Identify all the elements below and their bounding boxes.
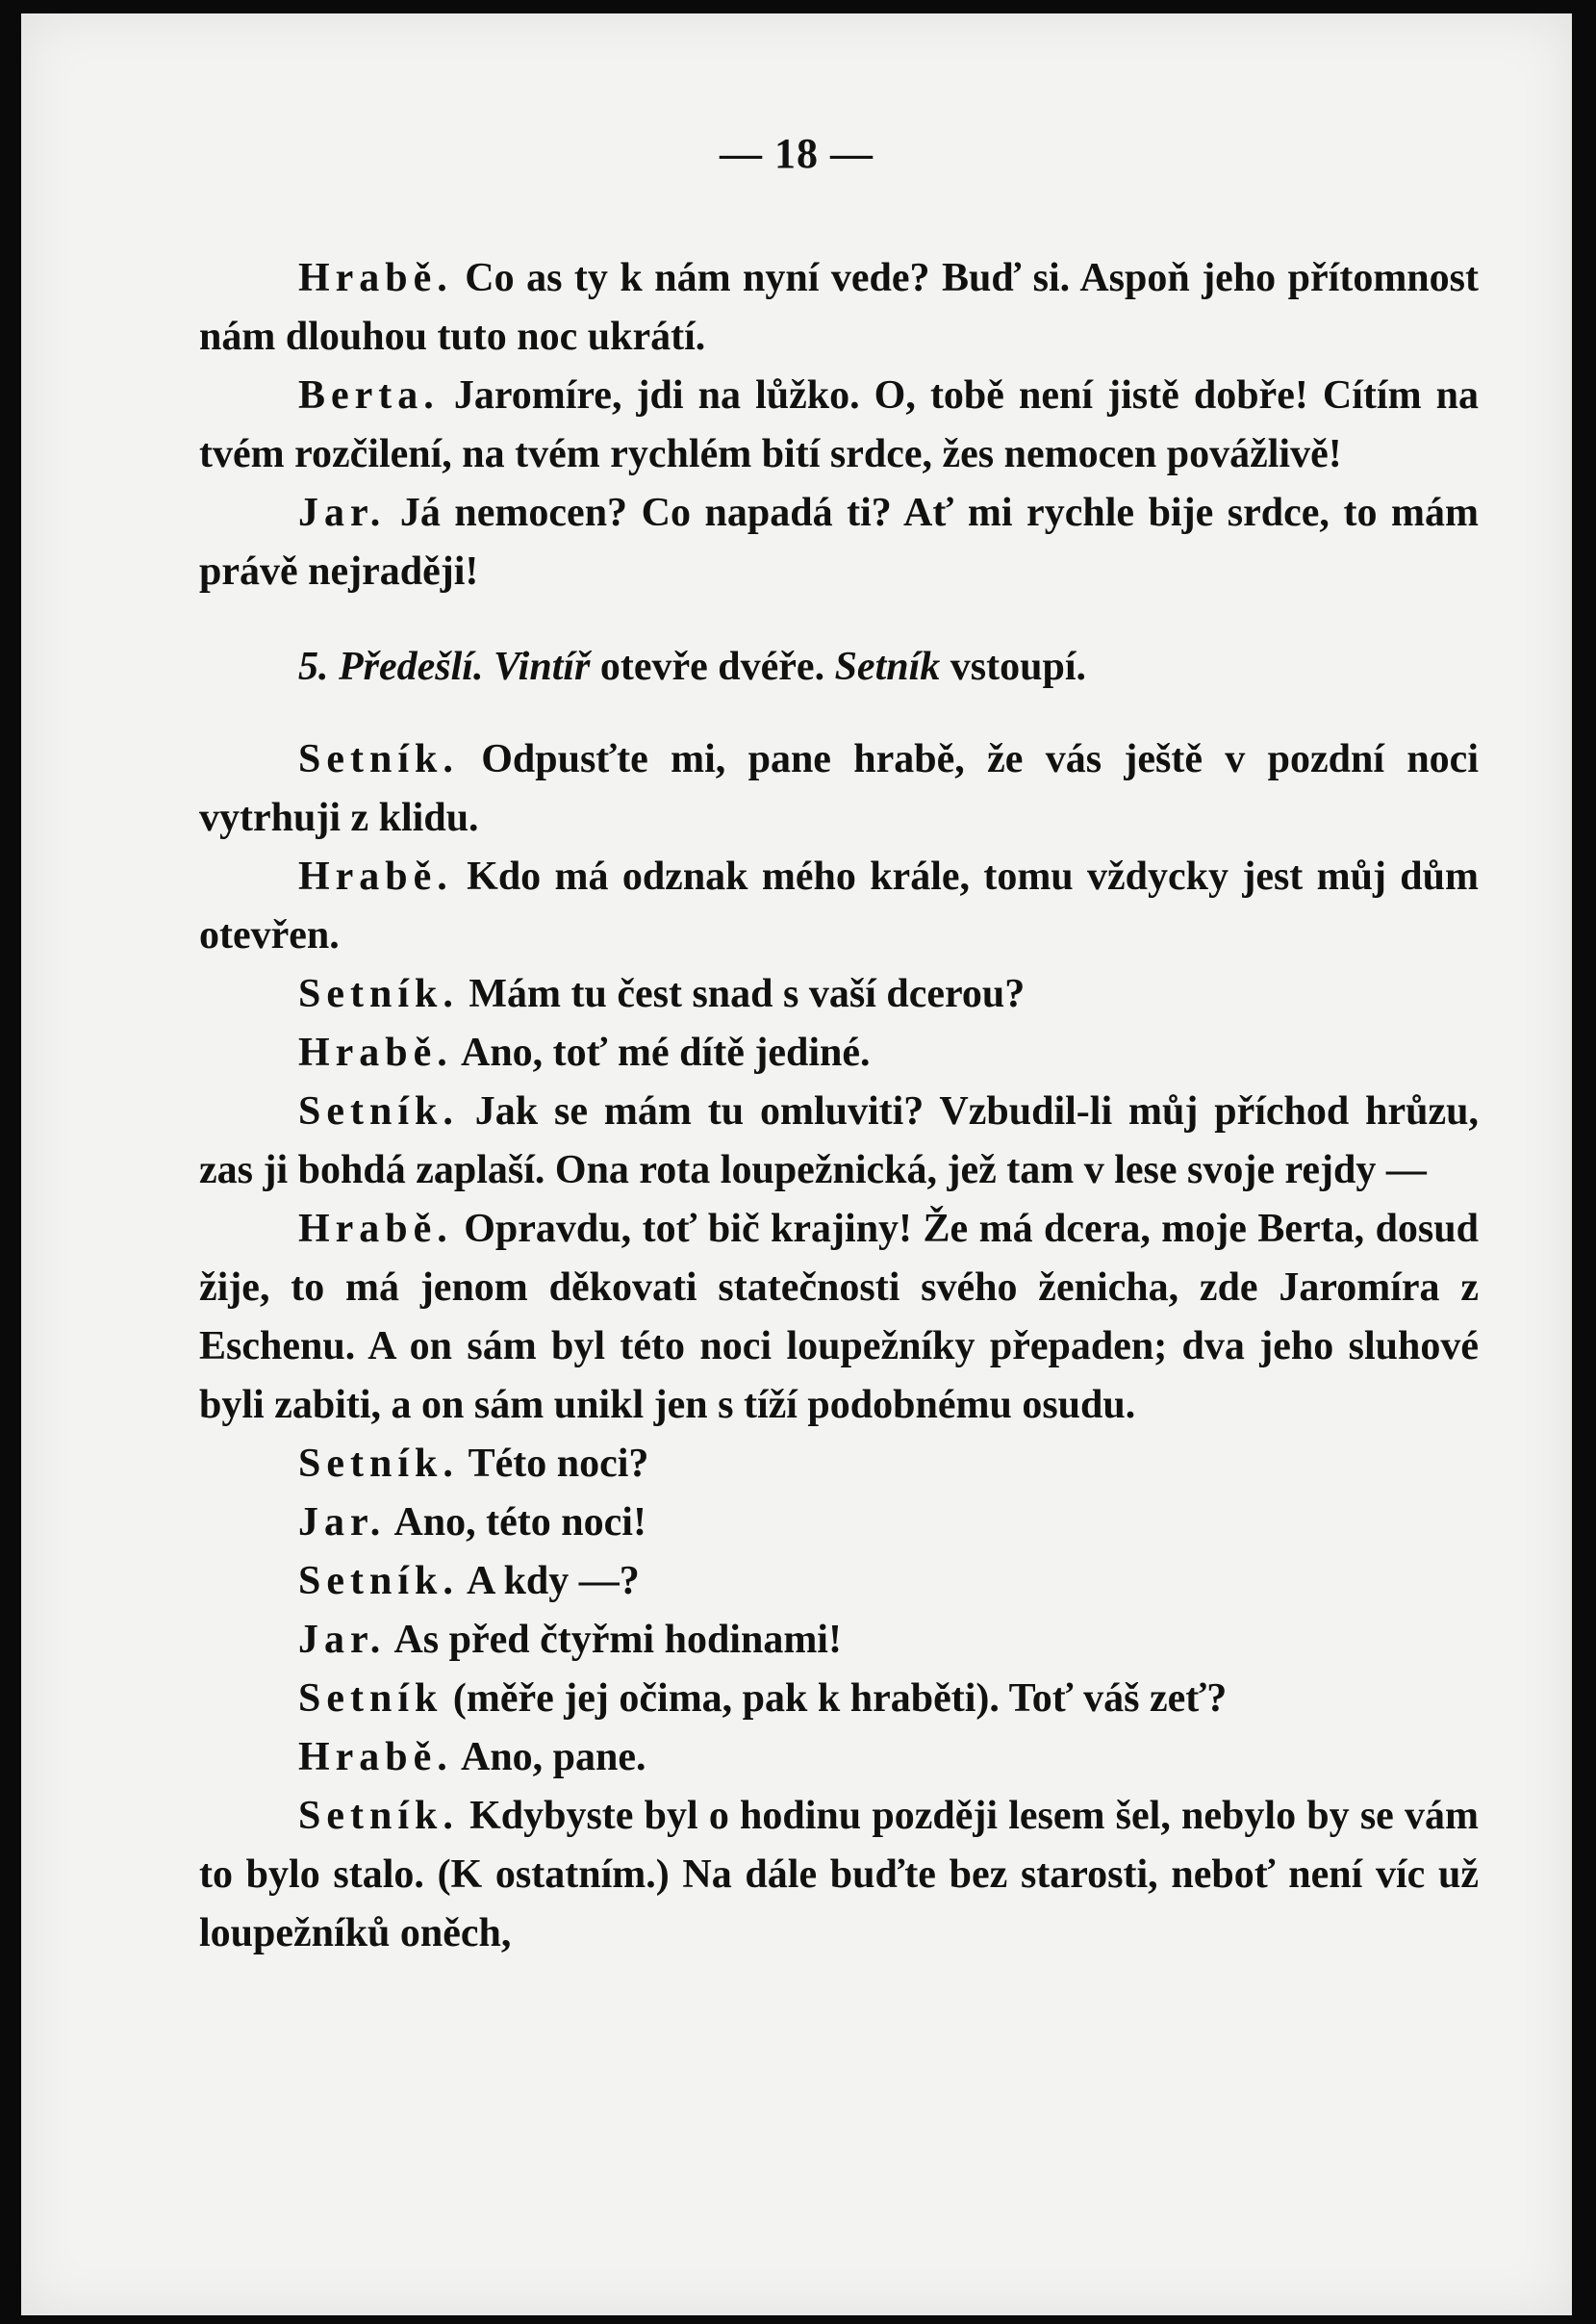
stage-action: otevře dvéře. [590, 645, 825, 689]
character-name: Vintíř [483, 645, 591, 689]
speaker-name: Setník. [298, 1559, 459, 1603]
dialogue-paragraph [199, 249, 1479, 367]
dialogue-paragraph [199, 1435, 1479, 1494]
speaker-name: Setník. [298, 1794, 459, 1838]
speaker-name: Setník. [298, 972, 459, 1016]
dialogue-text: Kdybyste byl o hodinu později lesem šel, nebylo by se vám to bylo stalo. (K ostatním.) Na dále buďte bez starosti, neboť není víc už loupežníků oněch, [199, 1794, 1479, 1955]
dialogue-text: Mám tu čest snad s vaší dcerou? [458, 972, 1026, 1016]
speaker-name: Hrabě. [298, 1031, 453, 1075]
dialogue-text: Jak se mám tu omluviti? Vzbudil-li můj příchod hrůzu, zas ji bohdá zaplaší. Ona rota loupežnická, jež tam v lese svoje rejdy — [199, 1089, 1479, 1192]
dialogue-text: Ano, pane. [452, 1735, 646, 1779]
dialogue-text: (měře jej očima, pak k hraběti). Toť váš zeť? [443, 1676, 1228, 1721]
dialogue-paragraph [199, 848, 1479, 965]
dialogue-paragraph [199, 1728, 1479, 1787]
scene-heading: 5. Předešlí. [298, 645, 484, 689]
dialogue-text: Této noci? [458, 1442, 649, 1486]
dialogue-text: A kdy —? [458, 1559, 640, 1603]
dialogue-paragraph [199, 965, 1479, 1024]
dialogue-paragraph [199, 1611, 1479, 1670]
dialogue-paragraph [199, 484, 1479, 601]
dialogue-paragraph [199, 1670, 1479, 1728]
speaker-name: Setník. [298, 737, 459, 781]
dialogue-paragraph [199, 1024, 1479, 1083]
dialogue-text: Kdo má odznak mého krále, tomu vždycky jest můj dům otevřen. [199, 855, 1479, 958]
dialogue-text: Ano, této noci! [386, 1500, 646, 1545]
dialogue-paragraph [199, 1083, 1479, 1200]
character-name: Setník [824, 645, 941, 689]
speaker-name: Setník. [298, 1089, 459, 1134]
speaker-name: Jar. [298, 1618, 387, 1662]
speaker-name: Jar. [298, 1500, 387, 1545]
stage-action: vstoupí. [940, 645, 1086, 689]
dialogue-text: Co as ty k nám nyní vede? Buď si. Aspoň jeho přítomnost nám dlouhou tuto noc ukrátí. [199, 256, 1479, 359]
page-number: — 18 — [720, 130, 874, 177]
dialogue-text: Já nemocen? Co napadá ti? Ať mi rychle bije srdce, to mám právě nejraději! [199, 491, 1479, 594]
dialogue-text: Odpusťte mi, pane hrabě, že vás ještě v pozdní noci vytrhuji z klidu. [199, 737, 1479, 840]
speaker-name: Berta. [298, 373, 440, 418]
page-text [199, 249, 1479, 1963]
speaker-name: Hrabě. [298, 855, 453, 899]
speaker-name: Hrabě. [298, 1207, 453, 1251]
speaker-name: Setník. [298, 1442, 459, 1486]
speaker-name: Jar. [298, 491, 387, 535]
dialogue-paragraph [199, 1494, 1479, 1552]
dialogue-paragraph [199, 1787, 1479, 1963]
speaker-name: Setník [298, 1676, 443, 1721]
dialogue-text: Jaromíre, jdi na lůžko. O, tobě není jistě dobře! Cítím na tvém rozčilení, na tvém rychlém bití srdce, žes nemocen povážlivě! [199, 373, 1479, 476]
book-page [21, 13, 1572, 2315]
speaker-name: Hrabě. [298, 256, 453, 300]
dialogue-paragraph [199, 1200, 1479, 1435]
dialogue-text: Ano, toť mé dítě jediné. [452, 1031, 871, 1075]
dialogue-paragraph [199, 730, 1479, 848]
dialogue-paragraph [199, 367, 1479, 484]
speaker-name: Hrabě. [298, 1735, 453, 1779]
stage-direction [199, 638, 1479, 697]
dialogue-text: As před čtyřmi hodinami! [386, 1618, 842, 1662]
dialogue-paragraph [199, 1552, 1479, 1611]
dialogue-text: Opravdu, toť bič krajiny! Že má dcera, moje Berta, dosud žije, to má jenom děkovati statečnosti svého ženicha, zde Jaromíra z Eschenu. A on sám byl této noci loupežníky přepaden; dva jeho sluhové byli zabiti, a on sám unikl jen s tíží podobnému osudu. [199, 1207, 1479, 1427]
